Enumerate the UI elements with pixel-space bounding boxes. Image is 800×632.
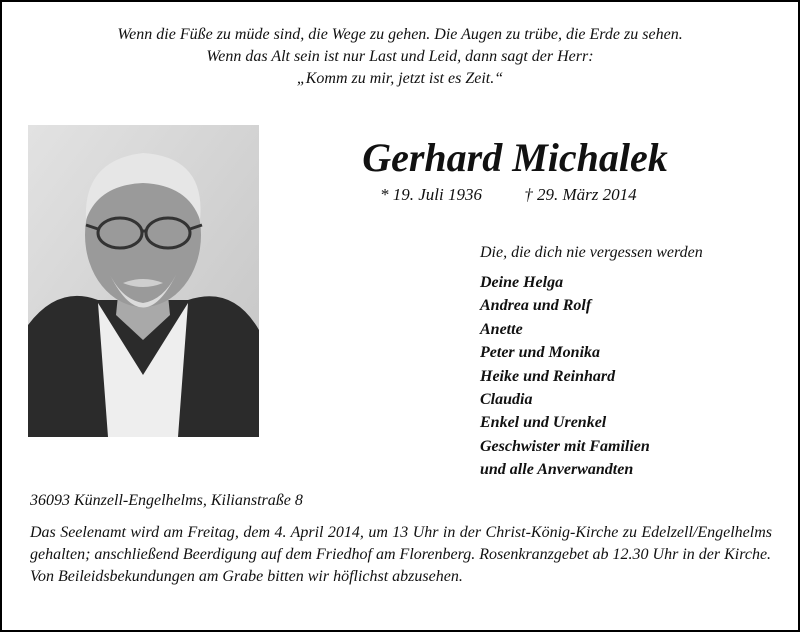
condolence-note: Von Beileidsbekundungen am Grabe bitten wir höflichst abzusehen. — [30, 568, 463, 585]
funeral-notice — [30, 522, 772, 588]
life-dates — [380, 184, 637, 206]
poem-line: „Komm zu mir, jetzt ist es Zeit.“ — [296, 70, 504, 87]
mourner-entry: Heike und Reinhard — [480, 367, 616, 385]
poem — [0, 24, 800, 90]
mourner-entry: und alle Anverwandten — [480, 461, 634, 479]
poem-line: Wenn die Füße zu müde sind, die Wege zu gehen. Die Augen zu trübe, die Erde zu sehen. — [117, 26, 683, 43]
birth-date: * 19. Juli 1936 — [380, 185, 482, 204]
death-date: † 29. März 2014 — [524, 185, 637, 204]
deceased-name: Gerhard Michalek — [362, 135, 668, 180]
mourner-entry: Anette — [480, 320, 523, 338]
mourner-entry: Claudia — [480, 391, 533, 409]
mourner-entry: Peter und Monika — [480, 344, 601, 362]
mourners-list — [480, 271, 650, 482]
mourner-entry: Andrea und Rolf — [480, 297, 592, 315]
portrait-illustration — [28, 125, 259, 437]
service-details: Das Seelenamt wird am Freitag, dem 4. April 2014, um 13 Uhr in der Christ-König-Kirche zu Edelzell/Engelhelms gehalten; anschließend Beerdigung auf dem Friedhof am Florenberg. Rosenkranzgebet ab 12.30 Uhr in der Kirche. — [30, 524, 772, 563]
family-address: 36093 Künzell-Engelhelms, Kilianstraße 8 — [30, 492, 303, 509]
mourner-entry: Geschwister mit Familien — [480, 437, 650, 455]
mourner-entry: Deine Helga — [480, 274, 564, 291]
portrait-photo — [28, 125, 259, 437]
mourners-intro: Die, die dich nie vergessen werden — [480, 244, 703, 261]
poem-line: Wenn das Alt sein ist nur Last und Leid, dann sagt der Herr: — [206, 48, 594, 65]
mourner-entry: Enkel und Urenkel — [480, 414, 607, 432]
